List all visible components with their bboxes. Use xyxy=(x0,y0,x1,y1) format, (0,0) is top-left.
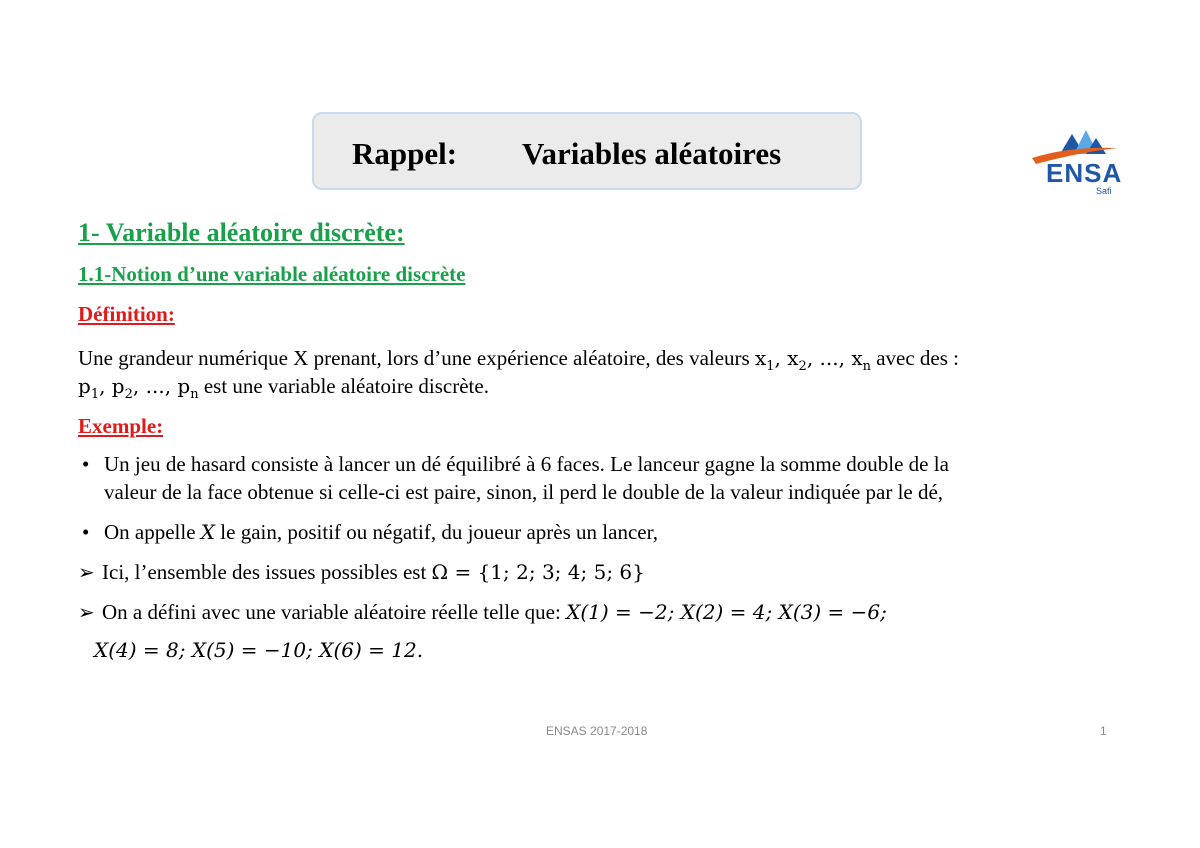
bullet-2-variable: X xyxy=(200,520,216,544)
title-subject: Variables aléatoires xyxy=(522,136,782,171)
values-list: $x_1$, $x_2$, ..., $x_n$ xyxy=(754,346,871,374)
arrow-2-icon: ➢ xyxy=(78,602,95,624)
values-formula-1: X(1) = −2; X(2) = 4; X(3) = −6; xyxy=(566,600,887,624)
title-rappel: Rappel: xyxy=(352,136,458,171)
bullet-2-text-after: le gain, positif ou négatif, du joueur après un lancer, xyxy=(215,520,658,544)
logo-subtext: Safi xyxy=(1096,186,1112,196)
bullet-2-marker: • xyxy=(82,520,90,544)
definition-line-2 xyxy=(78,374,489,403)
arrow-1-text: Ici, l’ensemble des issues possibles est xyxy=(102,560,432,584)
definition-text-1: Une grandeur numérique X prenant, lors d’une expérience aléatoire, des valeurs xyxy=(78,346,755,370)
bullet-1-marker: • xyxy=(82,452,90,476)
arrow-2-continuation xyxy=(94,638,423,663)
definition-line-1 xyxy=(78,346,959,375)
values-formula-2: X(4) = 8; X(5) = −10; X(6) = 12. xyxy=(94,638,424,662)
page-number: 1 xyxy=(1100,724,1107,738)
definition-text-1-suffix: avec des : xyxy=(870,346,960,370)
example-label: Exemple: xyxy=(78,414,164,438)
arrow-1-line xyxy=(102,560,645,585)
sample-space-formula: Ω = {1; 2; 3; 4; 5; 6} xyxy=(431,560,645,584)
arrow-1-icon: ➢ xyxy=(78,562,95,584)
definition-label: Définition: xyxy=(78,302,175,326)
definition-text-2-suffix: est une variable aléatoire discrète. xyxy=(198,374,489,398)
footer-center: ENSAS 2017-2018 xyxy=(546,724,648,738)
arrow-2-line xyxy=(102,600,887,625)
probabilities-list: $p_1$, $p_2$, ..., $p_n$ xyxy=(78,374,199,402)
bullet-1-line-1: Un jeu de hasard consiste à lancer un dé équilibré à 6 faces. Le lanceur gagne la somme double de la xyxy=(104,452,949,476)
bullet-2-line xyxy=(104,520,658,545)
ensa-logo xyxy=(1030,128,1122,200)
bullet-1-line-2: valeur de la face obtenue si celle-ci est paire, sinon, il perd le double de la valeur indiquée par le dé, xyxy=(104,480,944,504)
title-box xyxy=(312,112,862,190)
logo-text: ENSA xyxy=(1046,158,1123,188)
arrow-2-text: On a défini avec une variable aléatoire réelle telle que: xyxy=(102,600,567,624)
section-heading: 1- Variable aléatoire discrète: xyxy=(78,218,405,247)
section-subheading: 1.1-Notion d’une variable aléatoire discrète xyxy=(78,262,466,286)
bullet-2-text-before: On appelle xyxy=(104,520,201,544)
